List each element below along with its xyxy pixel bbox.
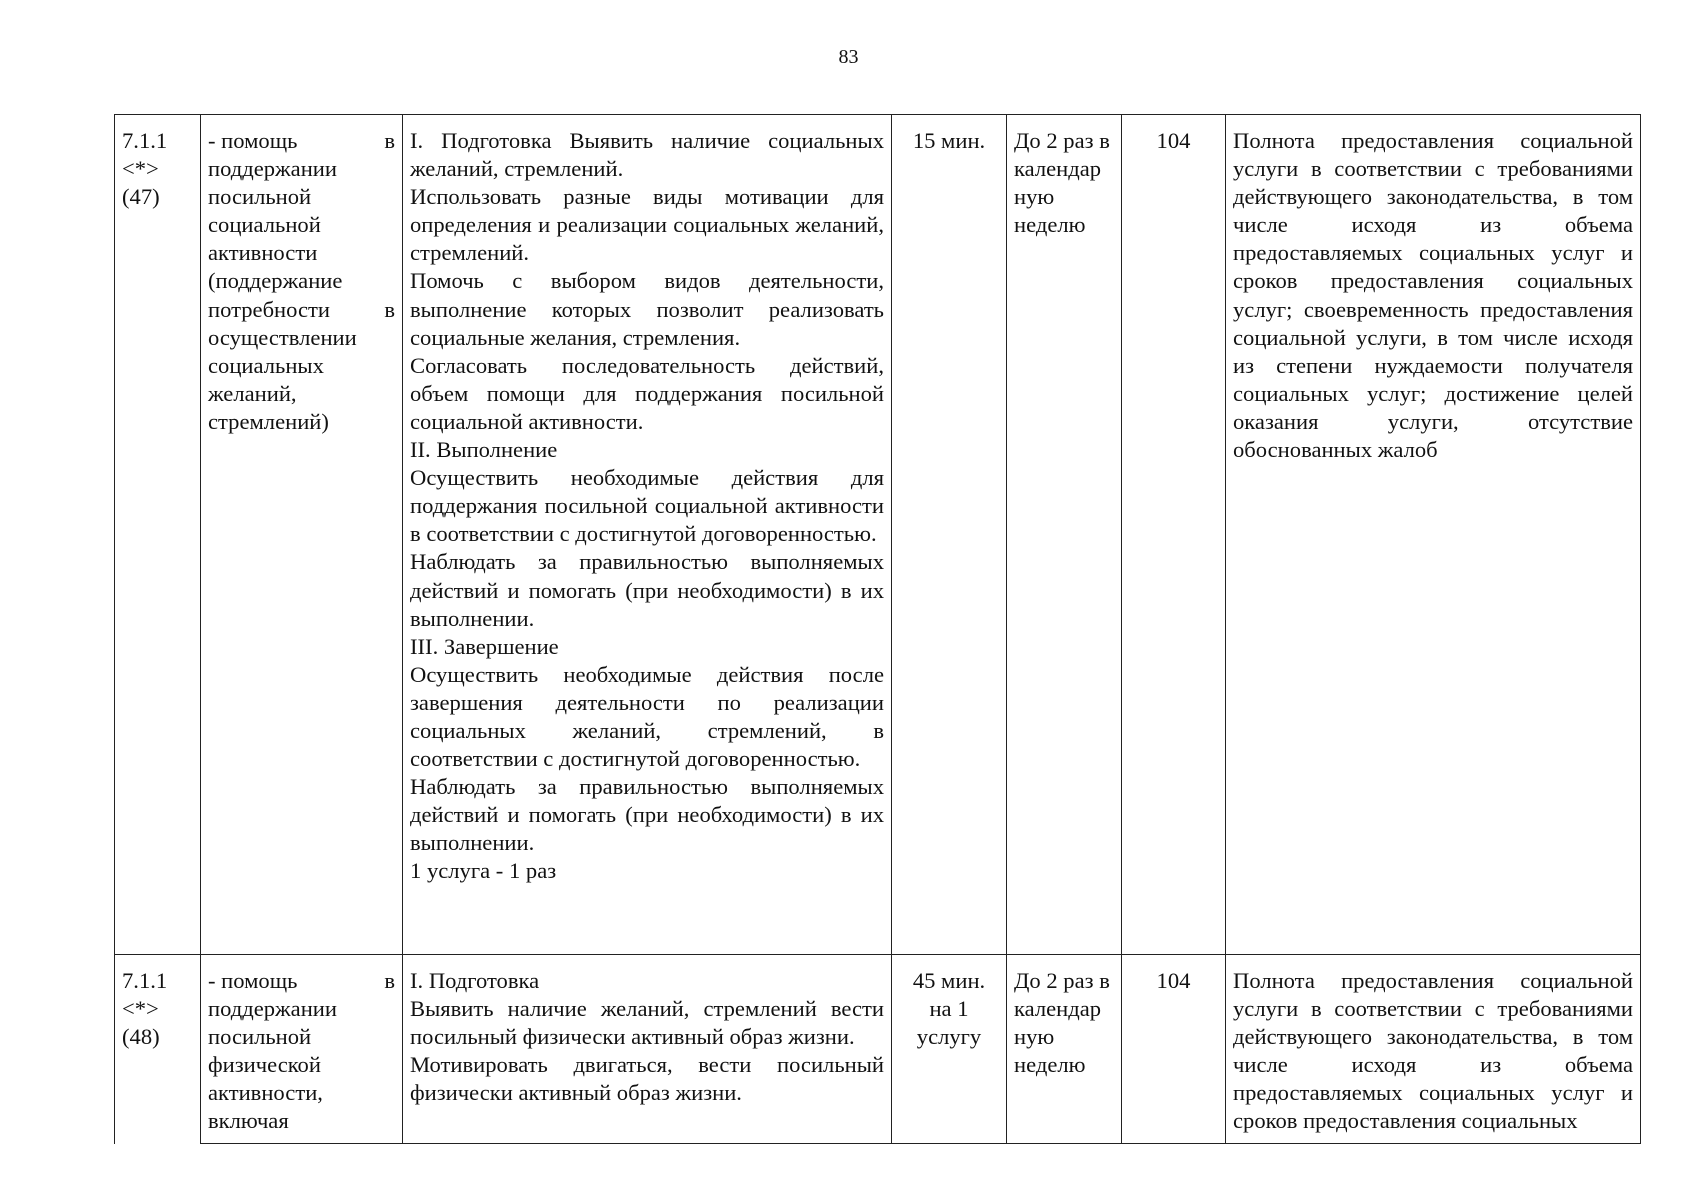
service-name: - помощь в поддержании посильной физической активности, включая	[201, 955, 403, 1144]
service-price: 104	[1122, 955, 1226, 1144]
service-time: 45 мин. на 1 услугу	[892, 955, 1007, 1144]
service-price: 104	[1122, 115, 1226, 955]
service-frequency: До 2 раз в календар ную неделю	[1007, 955, 1122, 1144]
table-row	[115, 955, 1641, 1144]
service-code: 7.1.1 <*> (48)	[115, 955, 201, 1144]
table-row	[115, 115, 1641, 955]
service-name: - помощь в поддержании посильной социальной активности (поддержание потребности в осуществлении социальных желаний, стремлений)	[201, 115, 403, 955]
service-actions: I. Подготовка Выявить наличие социальных желаний, стремлений. Использовать разные виды мотивации для определения и реализации социальных желаний, стремлений. Помочь с выбором видов деятельности, выполнение которых позволит реализовать социальные желания, стремления. Согласовать последовательность действий, объем помощи для поддержания посильной социальной активности. II. Выполнение Осуществить необходимые действия для поддержания посильной социальной активности в соответствии с достигнутой договоренностью. Наблюдать за правильностью выполняемых действий и помогать (при необходимости) в их выполнении. III. Завершение Осуществить необходимые действия после завершения деятельности по реализации социальных желаний, стремлений, в соответствии с достигнутой договоренностью. Наблюдать за правильностью выполняемых действий и помогать (при необходимости) в их выполнении. 1 услуга - 1 раз	[403, 115, 892, 955]
service-code: 7.1.1 <*> (47)	[115, 115, 201, 955]
page-number: 83	[838, 46, 859, 68]
services-table	[114, 114, 1641, 1144]
service-time: 15 мин.	[892, 115, 1007, 955]
service-frequency: До 2 раз в календар ную неделю	[1007, 115, 1122, 955]
service-actions: I. Подготовка Выявить наличие желаний, стремлений вести посильный физически активный образ жизни. Мотивировать двигаться, вести посильный физически активный образ жизни.	[403, 955, 892, 1144]
service-quality: Полнота предоставления социальной услуги в соответствии с требованиями действующего законодательства, в том числе исходя из объема предоставляемых социальных услуг и сроков предоставления социальных	[1226, 955, 1641, 1144]
service-quality: Полнота предоставления социальной услуги в соответствии с требованиями действующего законодательства, в том числе исходя из объема предоставляемых социальных услуг и сроков предоставления социальных услуг; своевременность предоставления социальной услуги, в том числе исходя из степени нуждаемости получателя социальных услуг; достижение целей оказания услуги, отсутствие обоснованных жалоб	[1226, 115, 1641, 955]
